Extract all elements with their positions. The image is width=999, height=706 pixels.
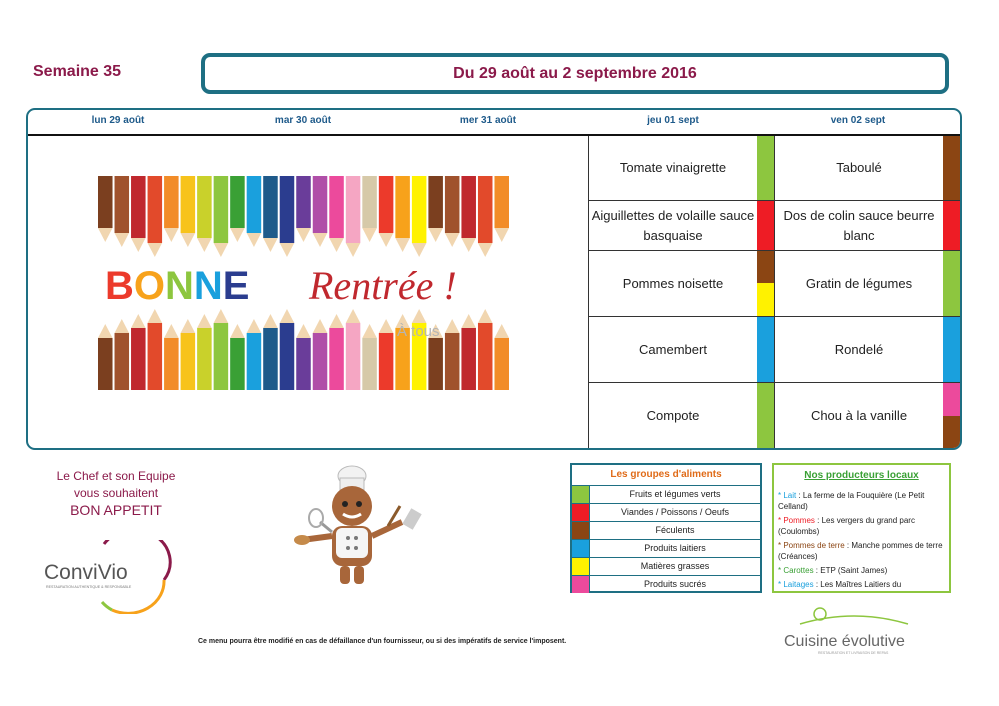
menu-item-jeudi-entree: Tomate vinaigrette xyxy=(619,160,727,175)
producer-text: : ETP (Saint James) xyxy=(813,566,888,575)
pencil xyxy=(329,176,344,238)
menu-item-vendredi-entree: Taboulé xyxy=(836,160,882,175)
producer-key: Lait xyxy=(783,491,797,500)
day-header-mardi: mar 30 août xyxy=(274,115,332,126)
week-label: Semaine 35 xyxy=(33,63,122,80)
pencil xyxy=(263,328,278,390)
pencil xyxy=(148,176,163,243)
producer-item: * Carottes : ETP (Saint James) xyxy=(778,566,888,575)
pencil xyxy=(296,176,311,228)
menu-item-vendredi-dessert: Chou à la vanille xyxy=(810,407,908,423)
pencil xyxy=(214,176,229,243)
cuisine-logo-text: Cuisine évolutive xyxy=(784,633,905,650)
food-group-label: Féculents xyxy=(655,525,695,535)
pencil xyxy=(164,338,179,390)
food-group-label: Produits sucrés xyxy=(643,579,707,589)
food-group-bar xyxy=(943,416,960,448)
producer-text: : Les vergers du grand parc (Coulombs) xyxy=(778,516,915,536)
producer-text: : Les Maîtres Laitiers du xyxy=(813,580,902,589)
food-group-bar xyxy=(943,201,960,250)
menu-item-vendredi-laitage: Rondelé xyxy=(834,341,884,357)
pencil xyxy=(98,338,113,390)
producer-item: * Laitages : Les Maîtres Laitiers du xyxy=(778,580,902,589)
pencil xyxy=(115,333,130,390)
pencil xyxy=(197,176,212,238)
chef-line-2: vous souhaitent xyxy=(73,486,159,500)
food-group-bar xyxy=(757,383,774,448)
pencil xyxy=(247,176,262,233)
convivio-logo xyxy=(42,540,182,614)
logo-arc xyxy=(800,616,908,624)
pencil xyxy=(494,176,509,228)
pencil xyxy=(214,323,229,390)
producer-key: Laitages xyxy=(783,580,814,589)
menu-item-jeudi-dessert: Compote xyxy=(646,407,700,423)
food-group-row xyxy=(572,575,760,593)
day-header-lundi: lun 29 août xyxy=(91,115,145,126)
pencil xyxy=(428,176,443,228)
local-producers-box xyxy=(772,463,951,593)
color-swatch xyxy=(572,504,590,521)
banner-title-bonne: BONNE xyxy=(105,264,250,308)
pencil xyxy=(395,176,410,238)
food-group-bar xyxy=(943,136,960,200)
pencil xyxy=(461,328,476,390)
bon-appetit: BON APPETIT xyxy=(70,502,162,518)
food-group-label: Viandes / Poissons / Oeufs xyxy=(621,507,729,517)
pencil xyxy=(362,338,377,390)
color-swatch xyxy=(572,576,590,593)
food-group-row xyxy=(572,557,760,575)
pencil xyxy=(445,333,460,390)
food-group-label: Matières grasses xyxy=(640,561,710,571)
pencil xyxy=(181,176,196,233)
color-swatch xyxy=(572,540,590,557)
pencil xyxy=(296,338,311,390)
producer-item: * Pommes : Les vergers du grand parc (Coulombs) xyxy=(778,516,915,536)
cuisine-logo-tagline: RESTAURATION ET LIVRAISON DE REPAS xyxy=(818,651,889,655)
pencil xyxy=(263,176,278,238)
banner-subtitle: À tous xyxy=(397,323,440,340)
pencil xyxy=(329,328,344,390)
chef-line-1: Le Chef et son Equipe xyxy=(56,469,176,483)
cuisine-evolutive-logo xyxy=(784,606,924,658)
pencil xyxy=(115,176,130,233)
pencil xyxy=(428,338,443,390)
disclaimer-text: Ce menu pourra être modifié en cas de défaillance d'un fournisseur, ou si des impératifs de service l'imposent. xyxy=(198,638,567,645)
chef-message xyxy=(36,468,196,519)
food-group-bar xyxy=(757,317,774,382)
producer-item: * Pommes de terre : Manche pommes de terre (Créances) xyxy=(778,541,943,561)
pencil xyxy=(478,176,493,243)
pencil xyxy=(494,338,509,390)
food-group-label: Fruits et légumes verts xyxy=(629,489,721,499)
pencil xyxy=(280,323,295,390)
food-group-bar xyxy=(943,251,960,316)
pencil xyxy=(131,328,146,390)
pencil xyxy=(362,176,377,228)
pencil xyxy=(230,176,245,228)
pencil xyxy=(313,176,328,233)
day-header-jeudi: jeu 01 sept xyxy=(647,115,699,126)
producer-text: : Manche pommes de terre (Créances) xyxy=(778,541,943,561)
pencil xyxy=(478,323,493,390)
pencil xyxy=(98,176,113,228)
menu-item-jeudi-accompagnement: Pommes noisette xyxy=(622,275,724,291)
pencil xyxy=(346,323,361,390)
food-group-row xyxy=(572,539,760,557)
pencil xyxy=(346,176,361,243)
menu-item-jeudi-laitage: Camembert xyxy=(639,341,707,357)
menu-item-vendredi-accompagnement: Gratin de légumes xyxy=(805,275,913,291)
food-groups-legend xyxy=(570,463,762,593)
food-group-bar xyxy=(943,383,960,416)
pencil xyxy=(230,338,245,390)
pencil xyxy=(148,323,163,390)
producer-key: Pommes xyxy=(783,516,815,525)
food-group-bar xyxy=(757,283,774,316)
date-range: Du 29 août au 2 septembre 2016 xyxy=(453,65,697,82)
producer-key: Carottes xyxy=(783,566,814,575)
menu-item-vendredi-plat: Dos de colin sauce beurre blanc xyxy=(783,207,935,243)
pencil xyxy=(181,333,196,390)
menu-item-jeudi-plat: Aiguillettes de volaille sauce basquaise xyxy=(591,207,755,243)
day-header-vendredi: ven 02 sept xyxy=(830,115,886,126)
banner-title-rentree: Rentrée ! xyxy=(309,263,457,308)
producer-text: : La ferme de la Fouquière (Le Petit Celland) xyxy=(778,491,925,511)
pencil xyxy=(379,176,394,233)
producer-key: Pommes de terre xyxy=(783,541,845,550)
food-group-bar xyxy=(757,201,774,250)
pencil xyxy=(461,176,476,238)
pencil xyxy=(164,176,179,228)
food-group-row xyxy=(572,485,760,503)
food-group-row xyxy=(572,521,760,539)
pencil xyxy=(445,176,460,233)
producers-title: Nos producteurs locaux xyxy=(804,470,919,481)
color-swatch xyxy=(572,486,590,503)
color-swatch xyxy=(572,558,590,575)
day-header-mercredi: mer 31 août xyxy=(459,115,517,126)
pencil xyxy=(313,333,328,390)
pencil xyxy=(131,176,146,238)
bonne-rentree-banner xyxy=(97,176,510,390)
pencil xyxy=(247,333,262,390)
logo-name: ConviVio xyxy=(44,561,128,584)
pencil xyxy=(412,176,427,243)
color-swatch xyxy=(572,522,590,539)
food-group-label: Produits laitiers xyxy=(644,543,706,553)
pencil xyxy=(280,176,295,243)
logo-arc xyxy=(102,602,112,610)
producer-item: * Lait : La ferme de la Fouquière (Le Petit Celland) xyxy=(778,491,925,511)
food-group-bar xyxy=(757,136,774,200)
food-groups-title: Les groupes d'aliments xyxy=(610,469,722,480)
pencil xyxy=(197,328,212,390)
food-group-bar xyxy=(757,251,774,283)
date-range-box xyxy=(201,53,949,94)
logo-tagline: RESTAURATION AUTHENTIQUE & RESPONSABLE xyxy=(46,585,132,589)
pencil xyxy=(379,333,394,390)
gingerbread-chef-illustration xyxy=(292,462,442,592)
food-group-bar xyxy=(943,317,960,382)
food-group-row xyxy=(572,503,760,521)
